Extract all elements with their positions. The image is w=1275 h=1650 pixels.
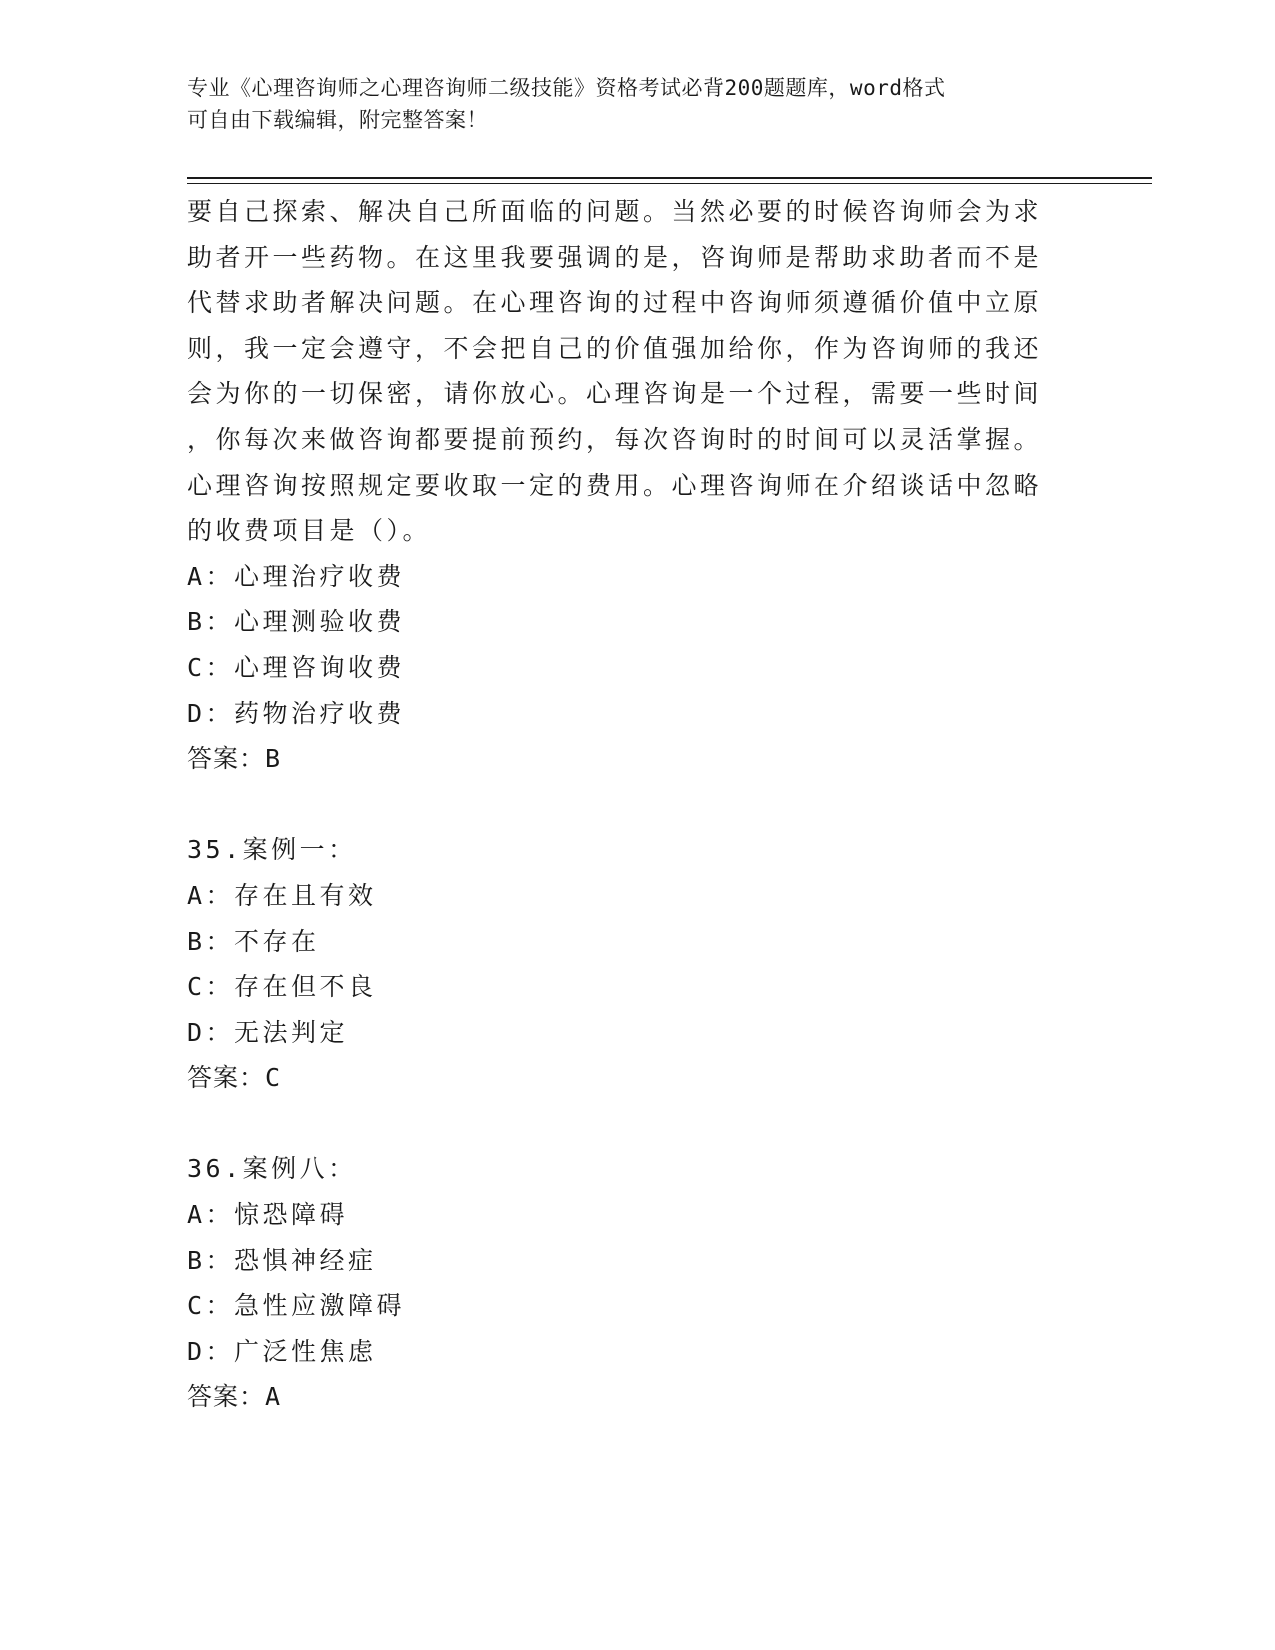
option-b: B：心理测验收费 [187,607,406,637]
document-header [187,72,1087,136]
option-c: C：存在但不良 [187,972,377,1002]
passage-line: 助者开一些药物。在这里我要强调的是，咨询师是帮助求助者而不是 [187,242,1043,272]
header-divider-thin [187,183,1152,184]
header-line-2: 可自由下载编辑，附完整答案！ [187,108,488,132]
option-a: A：惊恐障碍 [187,1200,349,1230]
passage-line: 的收费项目是（）。 [187,516,432,546]
passage-line: 则，我一定会遵守，不会把自己的价值强加给你，作为咨询师的我还 [187,333,1043,363]
option-b: B：不存在 [187,926,320,956]
option-b: B：恐惧神经症 [187,1245,377,1275]
question-36 [187,1146,1067,1420]
passage-line: 要自己探索、解决自己所面临的问题。当然必要的时候咨询师会为求 [187,197,1043,226]
passage-line: 心理咨询按照规定要收取一定的费用。心理咨询师在介绍谈话中忽略 [187,470,1043,500]
question-34-passage [187,189,1067,554]
question-35 [187,827,1067,1101]
answer-line: 答案：B [187,744,282,774]
option-c: C：心理咨询收费 [187,652,406,682]
spacer [187,782,1067,828]
spacer [187,1101,1067,1147]
passage-line: 代替求助者解决问题。在心理咨询的过程中咨询师须遵循价值中立原 [187,288,1043,318]
option-a: A：存在且有效 [187,880,377,910]
passage-line: 会为你的一切保密，请你放心。心理咨询是一个过程，需要一些时间 [187,379,1043,409]
header-line-1: 专业《心理咨询师之心理咨询师二级技能》资格考试必背200题题库，word格式 [187,76,946,100]
option-d: D：无法判定 [187,1017,349,1047]
question-title: 36.案例八： [187,1154,357,1184]
answer-line: 答案：C [187,1063,282,1093]
document-body [187,189,1067,1420]
passage-line: ，你每次来做咨询都要提前预约，每次咨询时的时间可以灵活掌握。 [187,424,1043,454]
option-c: C：急性应激障碍 [187,1291,406,1321]
option-d: D：药物治疗收费 [187,698,406,728]
answer-line: 答案：A [187,1382,282,1412]
question-title: 35.案例一： [187,835,357,865]
header-divider-thick [187,177,1152,179]
option-a: A：心理治疗收费 [187,561,406,591]
option-d: D：广泛性焦虑 [187,1336,377,1366]
question-34-options [187,554,1067,782]
